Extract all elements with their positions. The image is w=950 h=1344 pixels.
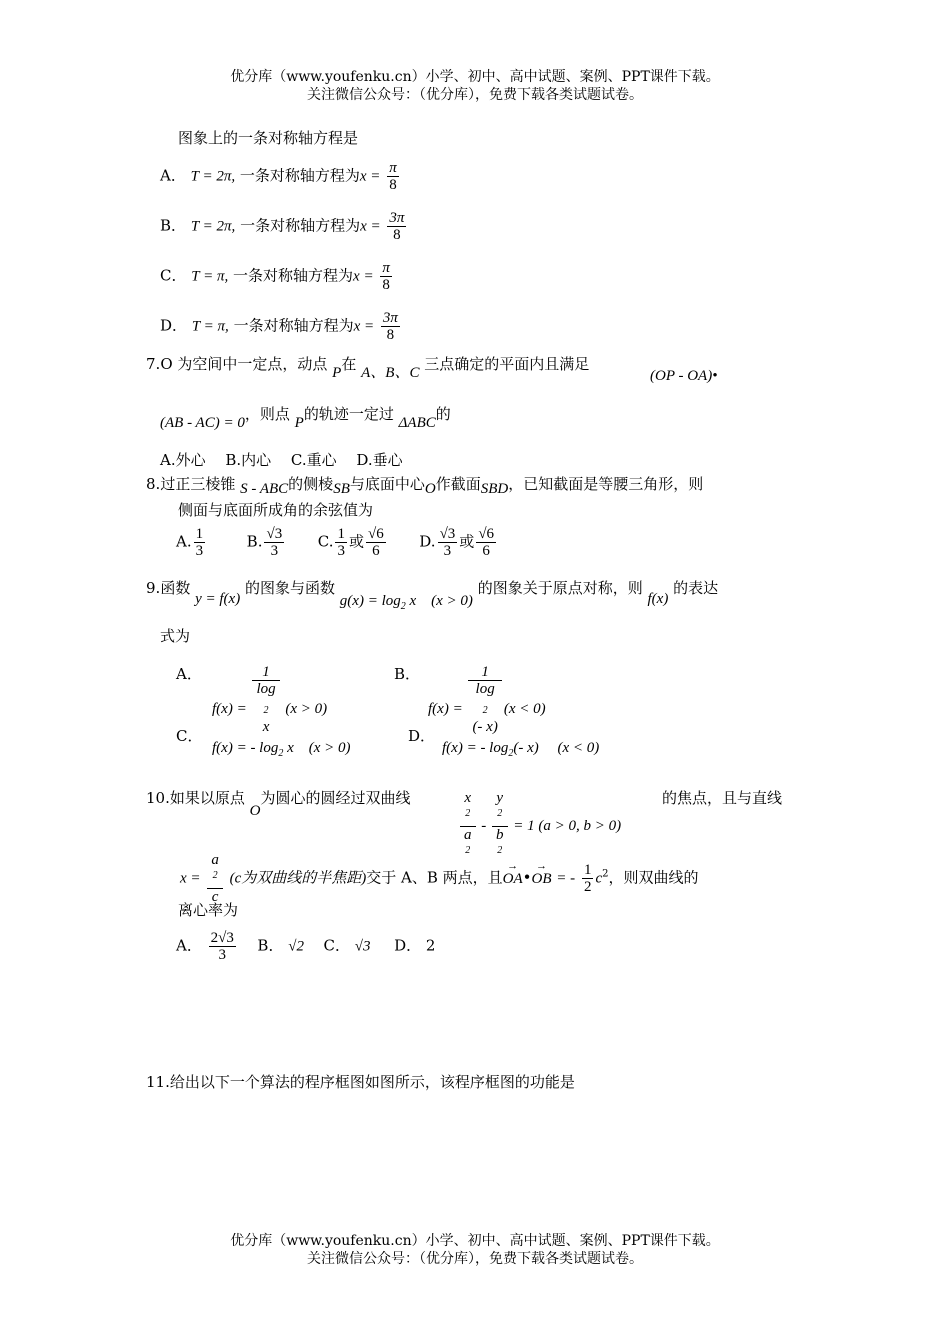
option-label: C． — [160, 266, 187, 285]
q8-line-2: 侧面与底面所成角的余弦值为 — [178, 501, 374, 519]
q10-number: 10. — [146, 789, 170, 807]
q10-options: A． $\frac{2√3}{3}$ B． √2 C． √3 D． 2 — [176, 930, 436, 963]
period-expr: T = π, — [191, 268, 229, 285]
x-expr: x = — [353, 318, 375, 335]
q9-number: 9. — [146, 579, 161, 597]
q10-paren: (c为双曲线的半焦距) — [229, 870, 367, 887]
q8-option-b-frac: $\frac{√3}{3}$ — [266, 526, 283, 559]
q7-number: 7. — [146, 355, 161, 373]
vector-oa: → OA — [503, 869, 523, 889]
q9-text-2: 的图象与函数 — [245, 579, 336, 597]
q7-text-3: 三点确定的平面内且满足 — [424, 355, 590, 373]
q9-text-3: 的图象关于原点对称，则 — [477, 579, 643, 597]
q10-text-3: 的焦点，且与直线 — [662, 789, 783, 807]
fraction: $\frac{\pi}{8}$ — [389, 160, 397, 193]
q10-line-2: x = a $^2$ c (c为双曲线的半焦距)交于 A、B 两点，且→ OA•→ OB = - $\frac{1}{2}$ $c^2$，则双曲线的 — [180, 852, 699, 905]
q7-text-4: ，则点 — [244, 405, 290, 423]
q9-option-b-label: B． — [394, 665, 421, 683]
q8-option-a-frac: $\frac{1}{3}$ — [195, 526, 204, 559]
period-expr: T = 2π, — [190, 168, 236, 185]
q6-option-d — [160, 310, 402, 343]
option-text: 一条对称轴方程为 — [239, 166, 360, 185]
footer-line-2: 关注微信公众号：（优分库），免费下载各类试题试卷。 — [307, 1251, 643, 1267]
q10-hyperbola: x $^2$ a $^2$ - y $^2$ b $^2$ = 1 (a > 0, b > 0) — [458, 790, 621, 863]
q7-line-1 — [146, 354, 590, 381]
period-expr: T = π, — [191, 318, 229, 335]
q8-number: 8. — [146, 475, 161, 493]
q9-option-b: f(x) = 1 log $_2$ (- x) (x < 0) — [428, 664, 546, 735]
option-label: B． — [160, 216, 187, 235]
option-label: D． — [160, 316, 188, 335]
q8-option-d-frac-2: $\frac{√6}{6}$ — [478, 526, 495, 559]
q8-pyramid: S - ABC — [240, 481, 289, 497]
q8-option-b-label: B. — [246, 532, 263, 551]
q8-option-a-label: A. — [176, 532, 192, 551]
header-line-1: 优分库（www.youfenku.cn）小学、初中、高中试题、案例、PPT课件下载。 — [230, 69, 720, 85]
q9-option-c: f(x) = - $\log_2 x$ (x > 0) — [212, 740, 351, 759]
q8-text-2: 的侧棱 — [288, 475, 334, 493]
q6-option-c — [160, 260, 394, 293]
q10-text-5: ，则双曲线的 — [608, 868, 699, 887]
x-expr: x = — [360, 218, 381, 235]
q8-option-d-label: D. — [419, 532, 436, 551]
q7-point-p-2: P — [294, 415, 304, 431]
q8-option-c-label: C. — [317, 532, 334, 551]
q8-option-d-frac-1: $\frac{√3}{3}$ — [439, 526, 456, 559]
option-text: 一条对称轴方程为 — [240, 216, 361, 235]
fraction-x: x $^2$ a $^2$ — [460, 790, 476, 863]
q8-options — [176, 526, 498, 559]
q7-expression-2: (AB - AC) = 0 — [160, 415, 245, 431]
q8-text-4: 作截面 — [435, 475, 481, 493]
q7-expression-1: (OP - OA)• — [650, 368, 718, 384]
q10-text-2: 为圆心的圆经过双曲线 — [260, 789, 411, 807]
q9-option-a: f(x) = 1 log $_2$ x (x > 0) — [212, 664, 328, 735]
q7-text-1: O 为空间中一定点，动点 — [160, 355, 328, 373]
fraction: 1 log $_2$ (- x) — [468, 664, 501, 735]
q7-text-2: 在 — [341, 355, 357, 373]
q8-or-2: 或 — [459, 532, 475, 551]
q10-option-a-frac: $\frac{2√3}{3}$ — [210, 930, 234, 963]
q9-option-a-label: A． — [176, 665, 202, 683]
q8-center: O — [424, 481, 436, 497]
option-text: 一条对称轴方程为 — [233, 316, 354, 335]
q7-options: A.外心 B.内心 C.重心 D.垂心 — [160, 451, 403, 469]
q9-function-g: $g(x) = \log_2 x$ (x > 0) — [339, 593, 473, 612]
q10-origin: O — [249, 803, 261, 819]
q8-option-c-frac-1: $\frac{1}{3}$ — [337, 526, 345, 559]
q10-option-d: 2 — [425, 936, 436, 955]
q9-option-d: f(x) = - $\log_2(-$ x) (x < 0) — [442, 740, 600, 759]
q8-text-5: ，已知截面是等腰三角形，则 — [508, 475, 704, 493]
q6-option-a — [160, 160, 401, 193]
q10-option-b: √2 — [288, 938, 304, 955]
q10-option-c: √3 — [354, 938, 371, 955]
x-expr: x = — [359, 168, 381, 185]
q7-text-5: 的轨迹一定过 — [303, 405, 394, 423]
footer-line-1: 优分库（www.youfenku.cn）小学、初中、高中试题、案例、PPT课件下载。 — [230, 1233, 720, 1249]
q9-function-f: y = f(x) — [195, 591, 241, 607]
fraction-y: y $^2$ b $^2$ — [492, 790, 508, 863]
vector-ob: → OB — [532, 869, 552, 889]
q10-text-4: 交于 A、B 两点，且 — [366, 868, 503, 887]
q7-point-p: P — [332, 365, 342, 381]
q8-edge: SB — [333, 481, 350, 497]
q7-triangle: ΔABC — [398, 415, 436, 431]
q7-line-2 — [160, 404, 451, 431]
fraction: $\frac{3\pi}{8}$ — [382, 310, 398, 343]
q8-text-1: 过正三棱锥 — [160, 475, 236, 493]
fraction: 1 log $_2$ x — [252, 664, 279, 735]
q9-text-4: 的表达 — [673, 579, 719, 597]
q8-section: SBD — [480, 481, 509, 497]
q9-line-1 — [146, 578, 719, 612]
option-label: A． — [160, 166, 186, 185]
q10-line-1 — [146, 788, 411, 819]
q8-or-1: 或 — [348, 532, 364, 551]
q6-stem-tail: 图象上的一条对称轴方程是 — [178, 129, 359, 147]
q7-points-abc: A、B、C — [361, 365, 420, 381]
q8-option-c-frac-2: $\frac{√6}{6}$ — [368, 526, 384, 559]
q8-text-3: 与底面中心 — [349, 475, 425, 493]
fraction-line: a $^2$ c — [207, 852, 223, 905]
q9-text-1: 函数 — [160, 579, 191, 597]
fraction: $\frac{3\pi}{8}$ — [389, 210, 405, 243]
q6-option-b — [160, 210, 408, 243]
q10-line-3: 离心率为 — [178, 901, 239, 919]
x-expr: x = — [353, 268, 374, 285]
q9-option-d-label: D． — [408, 727, 436, 745]
q7-text-6: 的 — [435, 405, 451, 423]
fraction: $\frac{\pi}{8}$ — [382, 260, 390, 293]
fraction-half: $\frac{1}{2}$ — [583, 862, 592, 895]
period-expr: T = 2π, — [190, 218, 236, 235]
header-line-2: 关注微信公众号：（优分库），免费下载各类试题试卷。 — [307, 87, 643, 103]
q11-text: 11.给出以下一个算法的程序框图如图所示，该程序框图的功能是 — [146, 1073, 575, 1091]
q8-line-1 — [146, 474, 703, 495]
q9-option-c-label: C． — [176, 727, 203, 745]
q10-text-1: 如果以原点 — [169, 789, 245, 807]
q9-line-2: 式为 — [160, 627, 191, 645]
option-text: 一条对称轴方程为 — [233, 266, 354, 285]
q9-fx: f(x) — [647, 591, 669, 607]
